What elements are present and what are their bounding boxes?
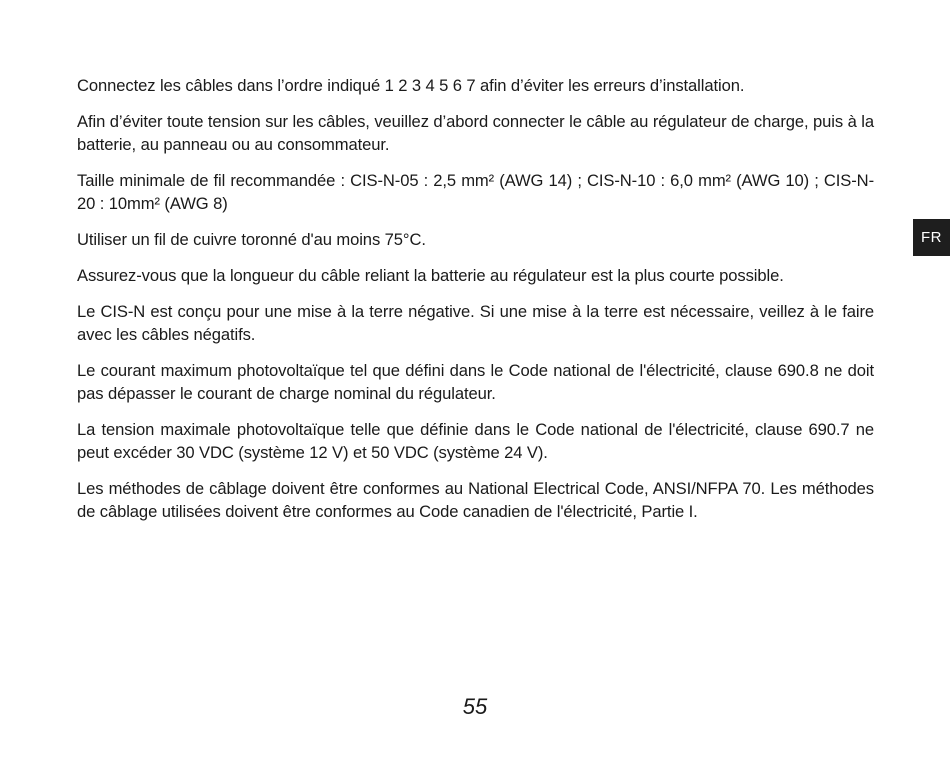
- paragraph-max-voltage: La tension maximale photovoltaïque telle que définie dans le Code national de l'électricité, clause 690.7 ne peut excéder 30 VDC (système 12 V) et 50 VDC (système 24 V).: [77, 420, 874, 462]
- paragraph-wiring-methods: Les méthodes de câblage doivent être conformes au National Electrical Code, ANSI/NFPA 70. Les méthodes de câblage utilisées doivent être conformes au Code canadien de l'électricité, Partie I.: [77, 479, 874, 521]
- paragraph-cable-length: Assurez-vous que la longueur du câble reliant la batterie au régulateur est la plus courte possible.: [77, 266, 784, 285]
- language-tab: FR: [913, 219, 950, 256]
- paragraph-copper-wire: Utiliser un fil de cuivre toronné d'au moins 75°C.: [77, 230, 426, 249]
- paragraph-cable-tension: Afin d’éviter toute tension sur les câbles, veuillez d’abord connecter le câble au régulateur de charge, puis à la batterie, au panneau ou au consommateur.: [77, 112, 874, 154]
- paragraph-max-current: Le courant maximum photovoltaïque tel que défini dans le Code national de l'électricité, clause 690.8 ne doit pas dépasser le courant de charge nominal du régulateur.: [77, 361, 874, 403]
- page-number: 55: [462, 694, 488, 719]
- paragraph-cable-order: Connectez les câbles dans l’ordre indiqué 1 2 3 4 5 6 7 afin d’éviter les erreurs d’installation.: [77, 76, 745, 95]
- paragraph-grounding: Le CIS-N est conçu pour une mise à la terre négative. Si une mise à la terre est nécessaire, veillez à le faire avec les câbles négatifs.: [77, 302, 874, 344]
- document-body: [77, 74, 874, 536]
- paragraph-wire-size: Taille minimale de fil recommandée : CIS-N-05 : 2,5 mm² (AWG 14) ; CIS-N-10 : 6,0 mm² (AWG 10) ; CIS-N-20 : 10mm² (AWG 8): [77, 171, 874, 213]
